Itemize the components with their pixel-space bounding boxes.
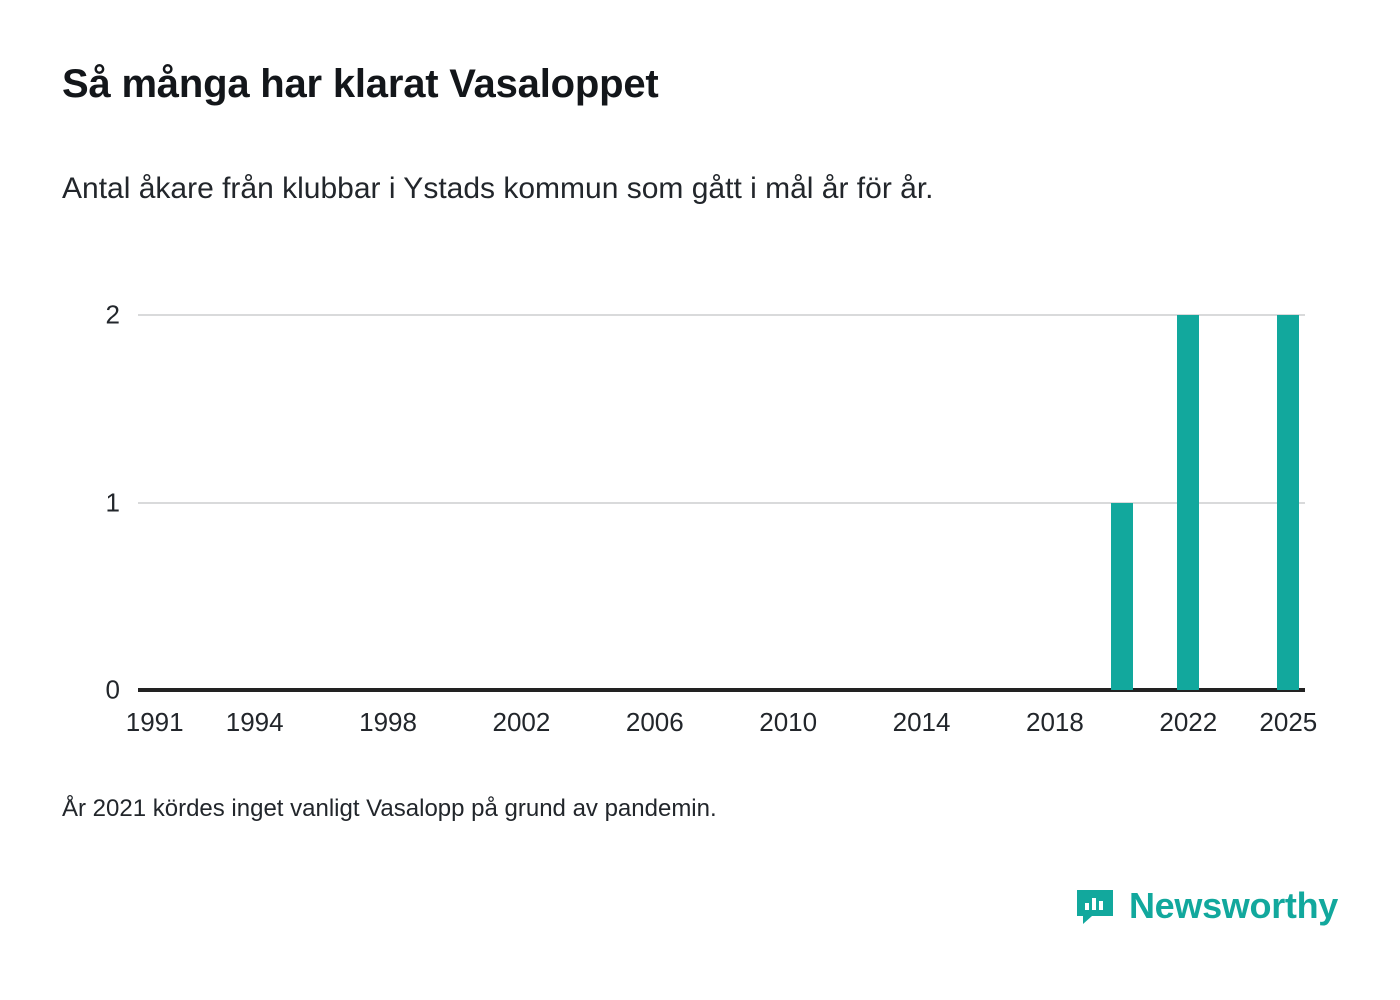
gridline [138, 314, 1305, 316]
bar [1177, 315, 1199, 690]
y-axis-tick-label: 1 [105, 487, 120, 517]
chart-subtitle: Antal åkare från klubbar i Ystads kommun som gått i mål år för år. [62, 172, 934, 205]
newsworthy-mark-icon [1073, 884, 1117, 928]
x-axis-tick-label: 2014 [892, 707, 951, 737]
x-axis-tick-label: 2010 [759, 707, 818, 737]
x-axis-tick-label: 2018 [1026, 707, 1084, 737]
x-axis-tick-label: 2006 [625, 707, 684, 737]
x-axis-tick-label: 2002 [492, 707, 551, 737]
x-axis-tick-label: 1991 [125, 707, 184, 737]
x-axis-tick-label: 1994 [225, 707, 284, 737]
plot-area [105, 299, 1318, 737]
y-axis-tick-label: 2 [105, 299, 120, 330]
bar [1277, 315, 1299, 690]
x-axis-tick-label: 1998 [359, 707, 417, 737]
x-axis-tick-label: 2022 [1159, 707, 1218, 737]
newsworthy-wordmark: Newsworthy [1128, 885, 1338, 926]
x-axis-tick-label: 2025 [1259, 707, 1318, 737]
bar [1111, 503, 1133, 691]
chart-note: År 2021 kördes inget vanligt Vasalopp på grund av pandemin. [62, 795, 717, 822]
y-axis-tick-label: 0 [105, 674, 120, 705]
bar-chart [62, 280, 1332, 750]
page-title: Så många har klarat Vasaloppet [62, 62, 659, 106]
newsworthy-logo [1073, 884, 1338, 928]
